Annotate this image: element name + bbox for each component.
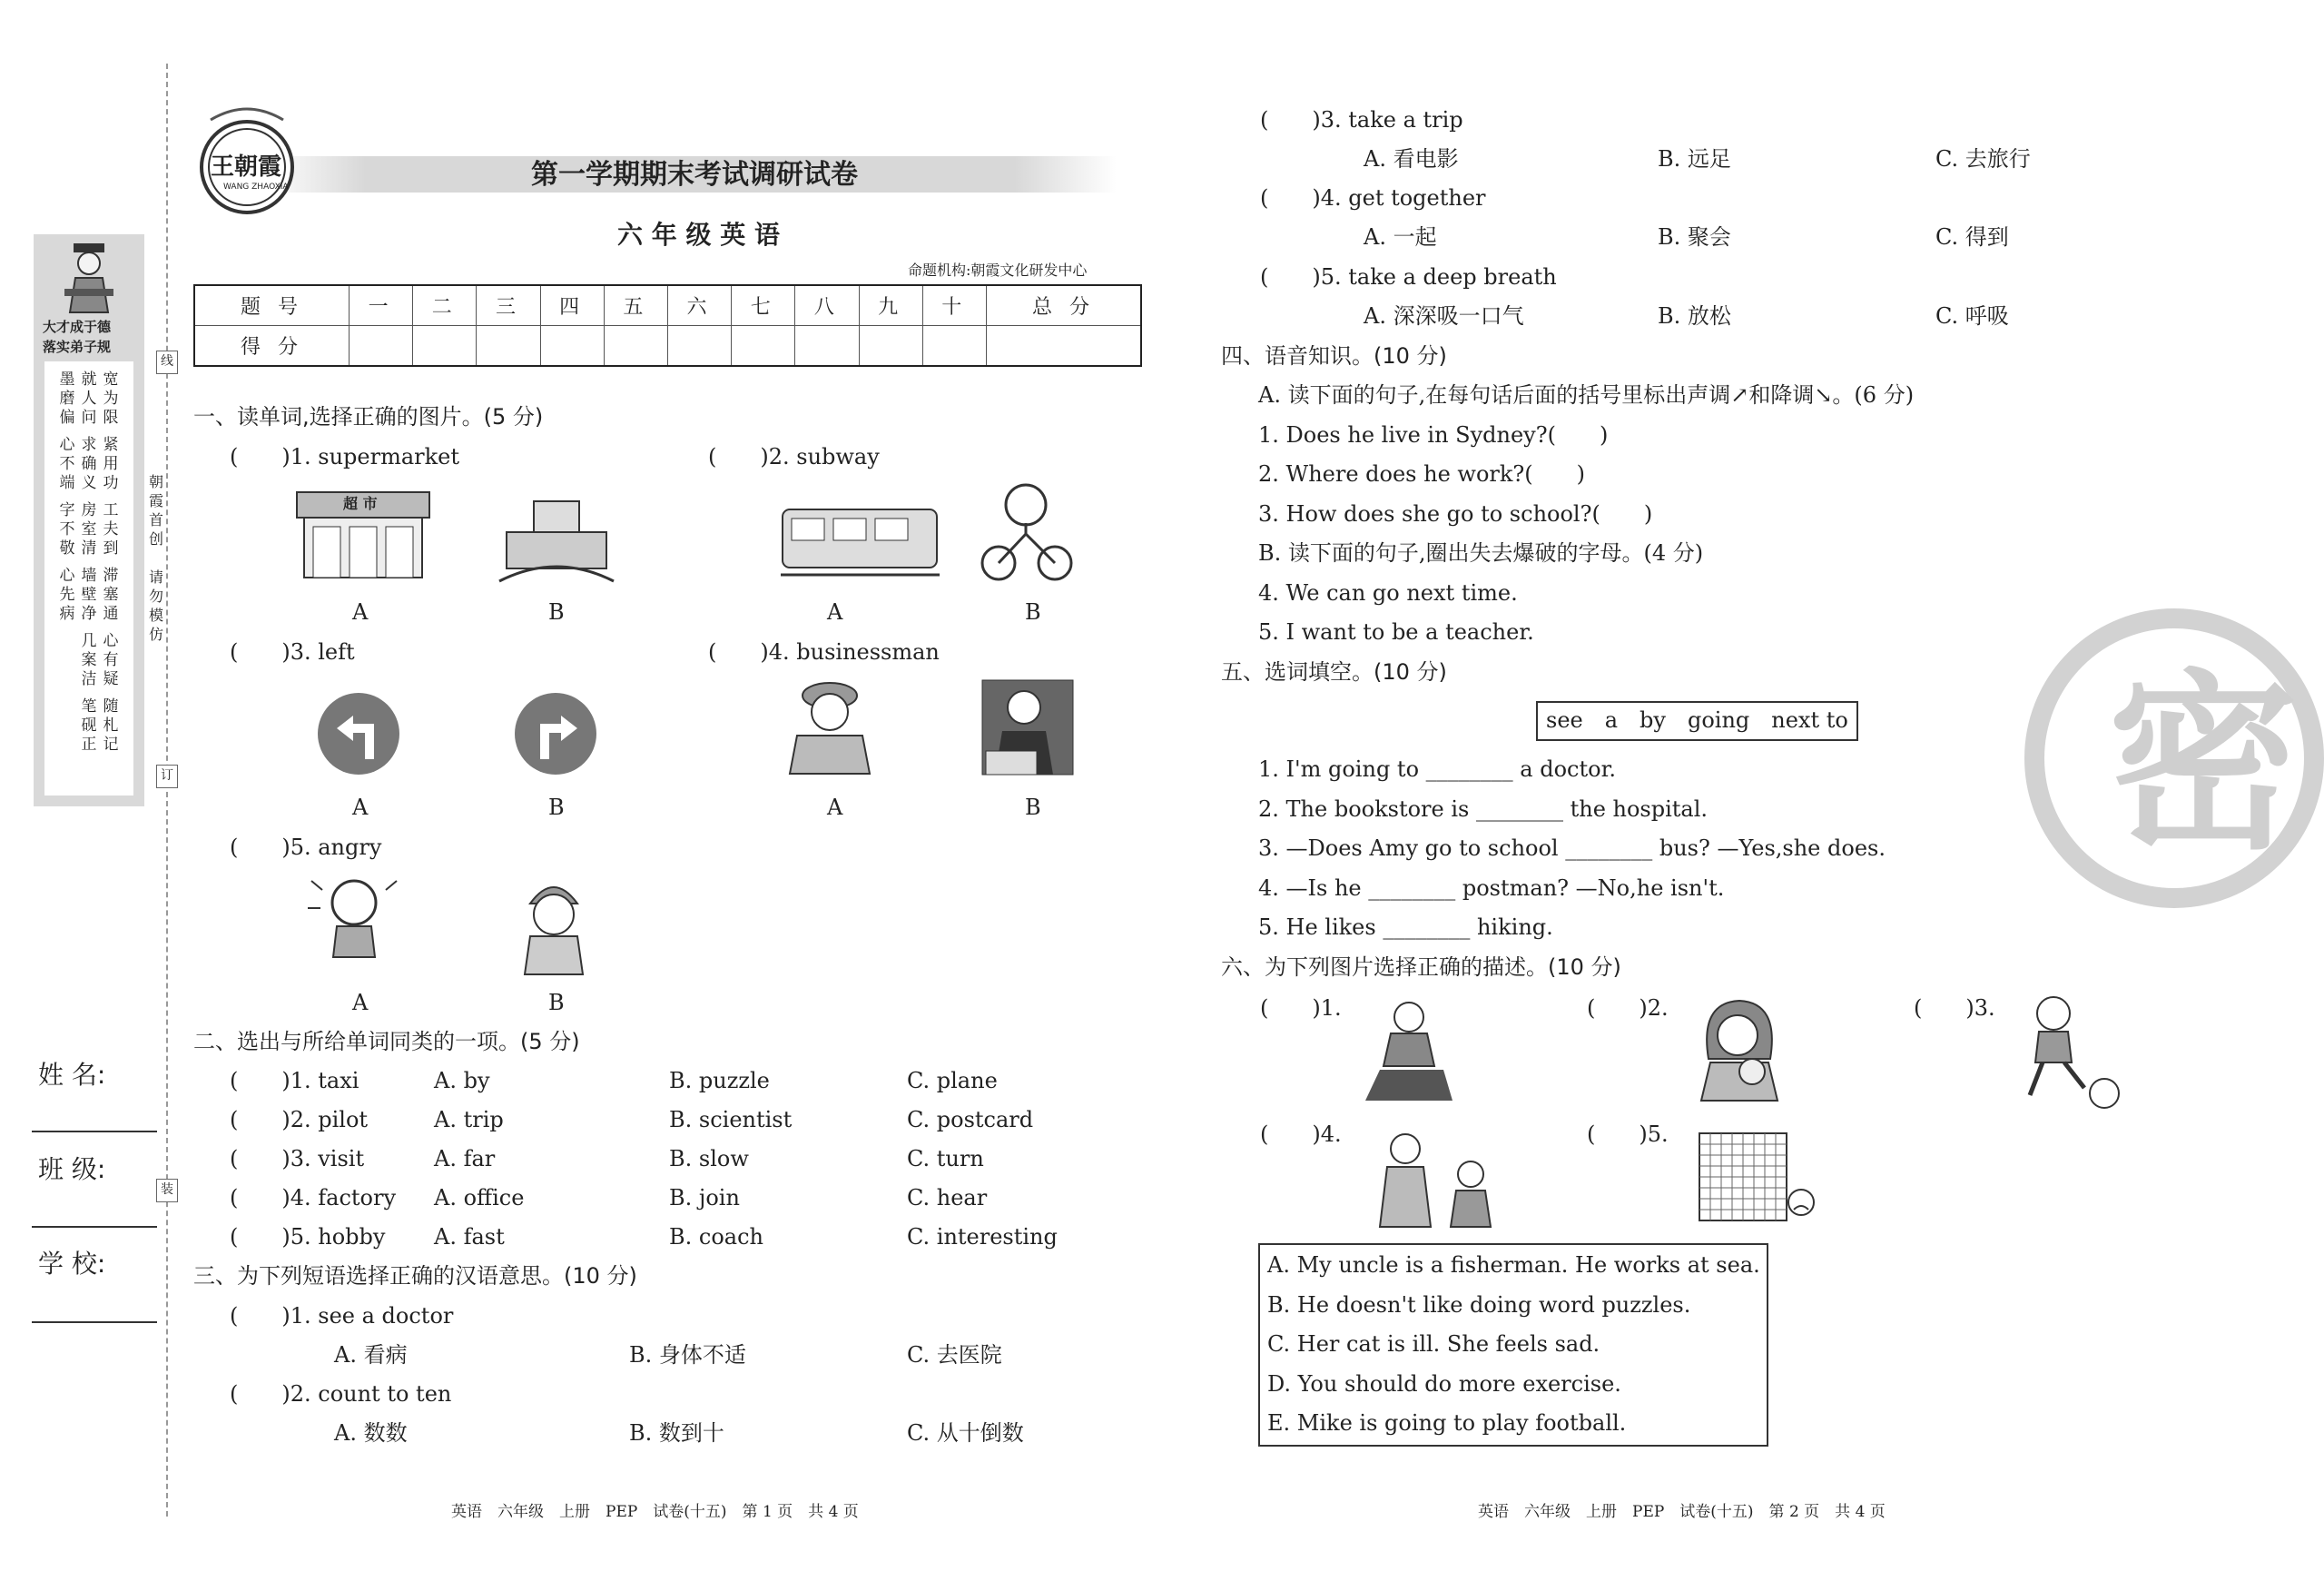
- option-label: B: [548, 990, 565, 1015]
- part3-option-b: B. 数到十: [629, 1420, 724, 1446]
- part2-option-a: A. by: [434, 1068, 490, 1093]
- part1-item: ( )2. subway: [708, 444, 880, 469]
- vertical-note-1: 朝霞首创: [148, 473, 163, 548]
- part2-question: ( )5. hobby: [230, 1224, 386, 1250]
- page-footer-right: 英语 六年级 上册 PEP 试卷(十五) 第 2 页 共 4 页: [1478, 1503, 1886, 1521]
- word-puzzle-picture: [1698, 1131, 1816, 1222]
- hospital-building-picture: [497, 498, 615, 584]
- part2-option-b: B. slow: [669, 1146, 749, 1171]
- part3-option-b: B. 放松: [1658, 303, 1731, 329]
- name-field[interactable]: [32, 1131, 157, 1132]
- scholar-icon: [61, 242, 117, 316]
- part1-item: ( )1. supermarket: [230, 444, 459, 469]
- motto-col: 滞塞通: [103, 567, 119, 623]
- part2-question: ( )2. pilot: [230, 1107, 369, 1132]
- score-table: [193, 284, 1142, 367]
- part5-item: 4. —Is he ________ postman? —No,he isn't.: [1258, 875, 1725, 901]
- boy-on-bike-picture: [979, 479, 1074, 584]
- boy-playing-football-picture: [2014, 993, 2122, 1113]
- score-header: 五: [604, 285, 667, 326]
- part1-item: ( )3. left: [230, 639, 355, 665]
- motto-col: 就人问: [81, 371, 97, 427]
- option-label: B: [1025, 795, 1041, 820]
- fisherman-picture: [1362, 997, 1456, 1102]
- class-field[interactable]: [32, 1226, 157, 1228]
- page-footer-left: 英语 六年级 上册 PEP 试卷(十五) 第 1 页 共 4 页: [451, 1503, 859, 1521]
- option-label: A: [352, 599, 369, 625]
- part4-b-item: 5. I want to be a teacher.: [1258, 619, 1534, 645]
- part3-question: ( )5. take a deep breath: [1260, 264, 1557, 290]
- part3-option-c: C. 呼吸: [1935, 303, 2009, 329]
- part4-a-item: 1. Does he live in Sydney?( ): [1258, 422, 1609, 448]
- motto-title-2: 落实弟子规: [43, 339, 112, 355]
- part5-item: 3. —Does Amy go to school ________ bus? —Yes,she does.: [1258, 835, 1886, 861]
- part3-option-a: A. 一起: [1364, 224, 1437, 250]
- option-label: A: [827, 599, 843, 625]
- motto-col: 心有疑: [103, 632, 119, 688]
- score-cell[interactable]: [477, 326, 540, 367]
- score-cell[interactable]: [859, 326, 922, 367]
- description-option: A. My uncle is a fisherman. He works at sea.: [1267, 1252, 1760, 1278]
- part4-b-item: 4. We can go next time.: [1258, 580, 1518, 606]
- part2-option-b: B. join: [669, 1185, 740, 1210]
- score-cell[interactable]: [413, 326, 477, 367]
- name-label: 姓 名:: [38, 1060, 106, 1090]
- part2-heading: 二、选出与所给单词同类的一项。(5 分): [193, 1029, 580, 1054]
- part2-option-c: C. hear: [907, 1185, 988, 1210]
- school-label: 学 校:: [38, 1249, 106, 1279]
- part6-item: ( )2.: [1587, 995, 1669, 1021]
- score-cell[interactable]: [604, 326, 667, 367]
- part2-option-b: B. puzzle: [669, 1068, 770, 1093]
- part2-option-a: A. fast: [434, 1224, 505, 1250]
- part3-option-c: C. 从十倒数: [907, 1420, 1024, 1446]
- score-header: 题 号: [194, 285, 350, 326]
- description-option: B. He doesn't like doing word puzzles.: [1267, 1292, 1691, 1318]
- school-field[interactable]: [32, 1321, 157, 1323]
- cold-child-picture: [508, 874, 599, 976]
- part3-question: ( )1. see a doctor: [230, 1303, 454, 1329]
- angry-boy-picture: [304, 872, 404, 976]
- businessman-picture: [979, 677, 1075, 778]
- part2-question: ( )4. factory: [230, 1185, 397, 1210]
- worker-picture: [783, 676, 877, 776]
- supermarket-sign: 超 市: [343, 495, 378, 512]
- score-cell[interactable]: [732, 326, 795, 367]
- part2-option-b: B. scientist: [669, 1107, 793, 1132]
- motto-col: 心不端: [59, 436, 75, 492]
- score-header: 八: [795, 285, 859, 326]
- part2-option-c: C. turn: [907, 1146, 984, 1171]
- man-and-boy-picture: [1360, 1129, 1505, 1229]
- motto-col: 字不敬: [59, 501, 75, 558]
- turn-left-sign-icon: [317, 692, 400, 776]
- part6-item: ( )5.: [1587, 1122, 1669, 1147]
- score-cell[interactable]: [350, 326, 413, 367]
- part4-a-item: 2. Where does he work?( ): [1258, 461, 1586, 487]
- part1-heading: 一、读单词,选择正确的图片。(5 分): [193, 404, 544, 430]
- part1-item: ( )5. angry: [230, 835, 382, 860]
- score-cell[interactable]: [667, 326, 731, 367]
- part6-item: ( )3.: [1914, 995, 1995, 1021]
- score-cell[interactable]: [795, 326, 859, 367]
- score-header: 四: [540, 285, 604, 326]
- motto-col: 墙壁净: [81, 567, 97, 623]
- part2-option-a: A. office: [434, 1185, 525, 1210]
- motto-col: 工夫到: [103, 501, 119, 558]
- part2-option-a: A. far: [434, 1146, 496, 1171]
- score-header: 二: [413, 285, 477, 326]
- part4-a-instruction: A. 读下面的句子,在每句话后面的括号里标出声调↗和降调↘。(6 分): [1258, 382, 1915, 408]
- option-label: A: [352, 990, 369, 1015]
- part5-item: 1. I'm going to ________ a doctor.: [1258, 756, 1617, 782]
- part2-option-c: C. plane: [907, 1068, 998, 1093]
- score-header: 九: [859, 285, 922, 326]
- motto-title-1: 大才成于德: [43, 319, 112, 335]
- cut-label: 装: [156, 1179, 178, 1202]
- part2-option-b: B. coach: [669, 1224, 763, 1250]
- part2-question: ( )1. taxi: [230, 1068, 359, 1093]
- option-label: A: [352, 795, 369, 820]
- brand-subtitle: WANG ZHAOXIA: [223, 183, 289, 192]
- part4-a-item: 3. How does she go to school?( ): [1258, 501, 1653, 527]
- motto-col: 求确义: [81, 436, 97, 492]
- part3-option-a: A. 看病: [334, 1342, 408, 1368]
- class-label: 班 级:: [38, 1154, 106, 1184]
- stamp-text: 密: [2108, 653, 2299, 875]
- score-cell[interactable]: [986, 326, 1141, 367]
- score-header: 总 分: [986, 285, 1141, 326]
- score-row-label: 得 分: [194, 326, 350, 367]
- girl-with-cat-picture: [1696, 995, 1783, 1102]
- part4-b-instruction: B. 读下面的句子,圈出失去爆破的字母。(4 分): [1258, 540, 1704, 566]
- option-label: A: [827, 795, 843, 820]
- option-label: B: [1025, 599, 1041, 625]
- cut-label: 订: [156, 765, 178, 788]
- score-header: 十: [922, 285, 986, 326]
- part3-option-b: B. 远足: [1658, 146, 1731, 172]
- option-label: B: [548, 795, 565, 820]
- part3-option-b: B. 聚会: [1658, 224, 1731, 250]
- motto-col: 紧用功: [103, 436, 119, 492]
- confidential-stamp: [2024, 608, 2324, 908]
- motto-col: 心先病: [59, 567, 75, 623]
- score-header: 一: [350, 285, 413, 326]
- part3-question: ( )2. count to ten: [230, 1381, 452, 1407]
- part3-option-b: B. 身体不适: [629, 1342, 746, 1368]
- option-label: B: [548, 599, 565, 625]
- vertical-note-2: 请勿模仿: [148, 568, 163, 643]
- motto-panel: [34, 234, 144, 806]
- part3-option-a: A. 看电影: [1364, 146, 1459, 172]
- motto-col: 笔砚正: [81, 697, 97, 754]
- brand-name: 王朝霞: [211, 153, 282, 181]
- description-option: E. Mike is going to play football.: [1267, 1410, 1627, 1436]
- part3-option-c: C. 去旅行: [1935, 146, 2031, 172]
- part3-heading: 三、为下列短语选择正确的汉语意思。(10 分): [193, 1263, 637, 1289]
- motto-text-area: [44, 361, 133, 795]
- question-org: 命题机构:朝霞文化研发中心: [908, 262, 1088, 279]
- score-header: 六: [667, 285, 731, 326]
- score-header: 七: [732, 285, 795, 326]
- part3-option-c: C. 去医院: [907, 1342, 1002, 1368]
- exam-subtitle: 六 年 级 英 语: [617, 220, 780, 250]
- part2-option-c: C. interesting: [907, 1224, 1058, 1250]
- part2-question: ( )3. visit: [230, 1146, 365, 1171]
- part3-option-c: C. 得到: [1935, 224, 2009, 250]
- cut-label: 线: [156, 351, 178, 374]
- motto-col: 宽为限: [103, 371, 119, 427]
- motto-col: 房室清: [81, 501, 97, 558]
- part3-question: ( )3. take a trip: [1260, 107, 1463, 133]
- part5-item: 2. The bookstore is ________ the hospital.: [1258, 796, 1709, 822]
- part6-item: ( )4.: [1260, 1122, 1342, 1147]
- score-header: 三: [477, 285, 540, 326]
- part5-item: 5. He likes ________ hiking.: [1258, 914, 1553, 940]
- part4-heading: 四、语音知识。(10 分): [1221, 343, 1447, 369]
- motto-col: 墨磨偏: [59, 371, 75, 427]
- part1-item: ( )4. businessman: [708, 639, 940, 665]
- description-option: C. Her cat is ill. She feels sad.: [1267, 1331, 1600, 1357]
- part6-heading: 六、为下列图片选择正确的描述。(10 分): [1221, 954, 1621, 980]
- part3-question: ( )4. get together: [1260, 185, 1486, 211]
- score-cell[interactable]: [922, 326, 986, 367]
- word-bank: see a by going next to: [1546, 707, 1848, 733]
- part3-option-a: A. 数数: [334, 1420, 408, 1446]
- score-cell[interactable]: [540, 326, 604, 367]
- exam-title: 第一学期期末考试调研试卷: [531, 159, 858, 191]
- subway-train-picture: [781, 502, 940, 580]
- turn-right-sign-icon: [514, 692, 597, 776]
- motto-col: 几案洁: [81, 632, 97, 688]
- part2-option-a: A. trip: [434, 1107, 504, 1132]
- binding-dashed-line: [166, 64, 168, 1517]
- part2-option-c: C. postcard: [907, 1107, 1034, 1132]
- part3-option-a: A. 深深吸一口气: [1364, 303, 1524, 329]
- part5-heading: 五、选词填空。(10 分): [1221, 659, 1447, 685]
- motto-col: 随札记: [103, 697, 119, 754]
- part6-item: ( )1.: [1260, 995, 1342, 1021]
- description-option: D. You should do more exercise.: [1267, 1371, 1621, 1397]
